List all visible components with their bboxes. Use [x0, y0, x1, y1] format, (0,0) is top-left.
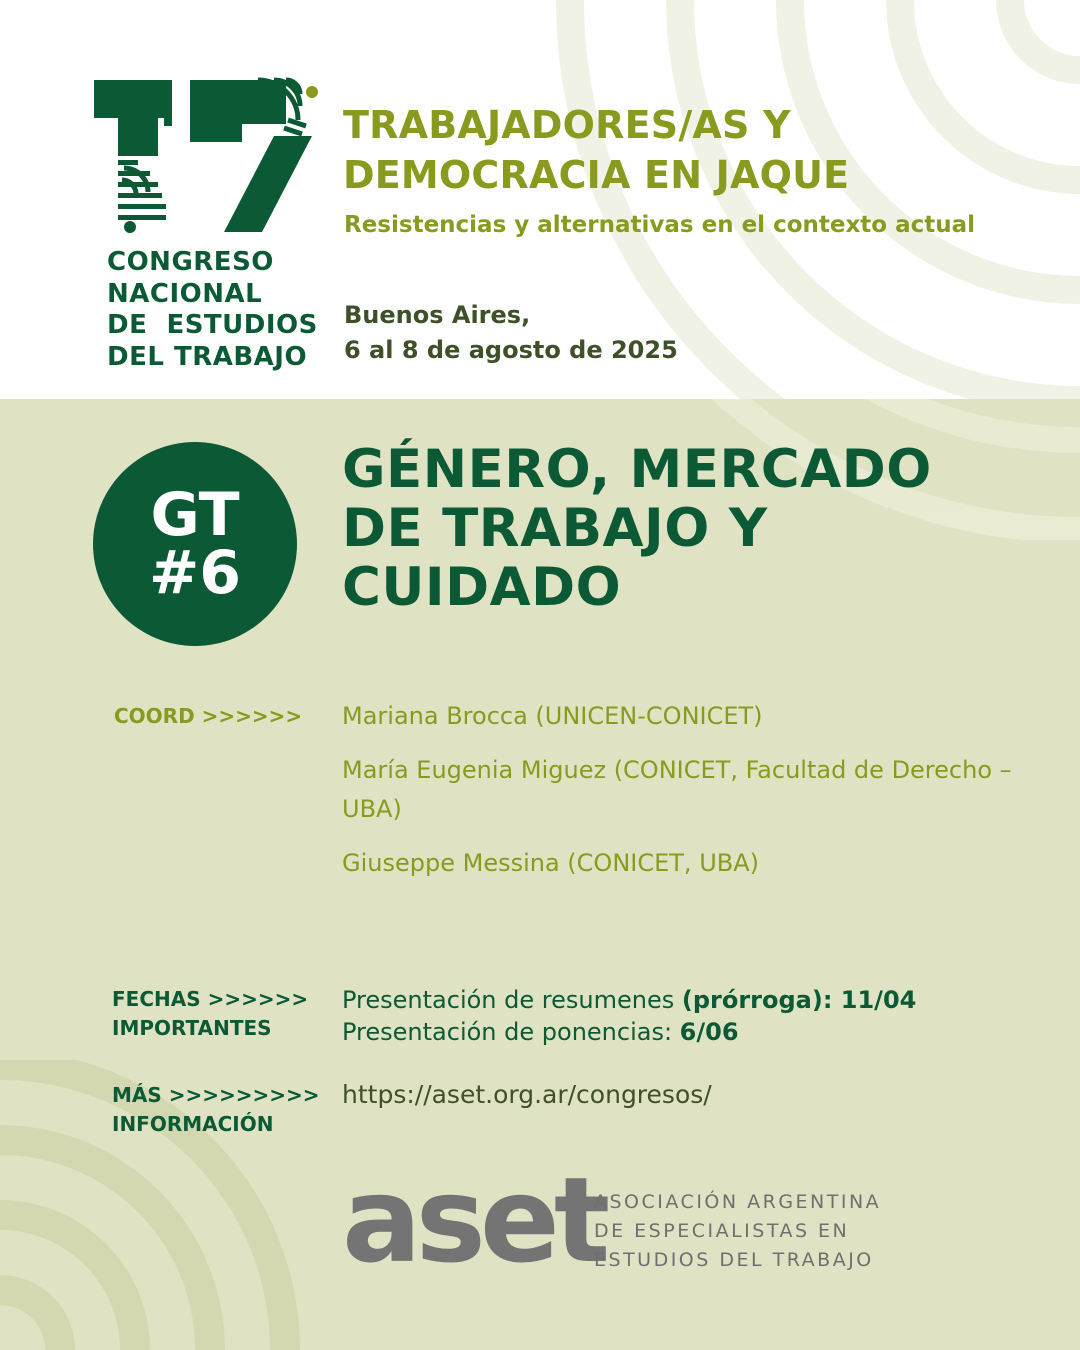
- aset-name-line: DE ESPECIALISTAS EN: [594, 1220, 850, 1242]
- group-title-line: CUIDADO: [342, 557, 622, 618]
- more-info-label: [112, 1081, 320, 1139]
- aset-full-name: [594, 1188, 881, 1275]
- dates-label-line: IMPORTANTES: [112, 1016, 272, 1040]
- group-title: [342, 440, 932, 617]
- coord-label: COORD >>>>>>: [114, 704, 303, 728]
- coordinator-item: Mariana Brocca (UNICEN-CONICET): [342, 702, 763, 730]
- date-item-text: Presentación de ponencias:: [342, 1018, 680, 1046]
- date-item-value: (prórroga): 11/04: [681, 986, 917, 1014]
- congress-subtitle: Resistencias y alternativas en el contexto actual: [344, 212, 976, 238]
- coordinator-item: Giuseppe Messina (CONICET, UBA): [342, 849, 759, 877]
- date-item-value: 6/06: [679, 1018, 739, 1046]
- dates-label-line: FECHAS >>>>>>: [112, 987, 309, 1011]
- congress-name-line: DE ESTUDIOS: [107, 310, 318, 340]
- congress-name: [107, 247, 318, 373]
- aset-name-line: ESTUDIOS DEL TRABAJO: [594, 1249, 874, 1271]
- date-item-text: Presentación de resumenes: [342, 986, 682, 1014]
- aset-name-line: ASOCIACIÓN ARGENTINA: [594, 1191, 882, 1213]
- coordinator-item: María Eugenia Miguez (CONICET, Facultad de Derecho – UBA): [342, 756, 1012, 823]
- more-info-label-line: MÁS >>>>>>>>>: [112, 1083, 320, 1107]
- congress-name-line: DEL TRABAJO: [107, 341, 308, 372]
- congress-title-line: DEMOCRACIA EN JAQUE: [343, 153, 850, 197]
- dates-label: [112, 985, 308, 1043]
- congress-name-line: NACIONAL: [107, 278, 263, 309]
- congress-title-line: TRABAJADORES/AS Y: [343, 103, 791, 147]
- group-title-line: DE TRABAJO Y: [342, 498, 768, 559]
- congress-place: Buenos Aires,: [344, 301, 531, 329]
- gt-badge-number: #6: [148, 538, 242, 608]
- header-section: [0, 0, 1080, 399]
- group-title-line: GÉNERO, MERCADO: [342, 439, 932, 500]
- congress-dates: 6 al 8 de agosto de 2025: [344, 336, 678, 364]
- aset-logo-word: aset: [342, 1151, 605, 1289]
- congress-place-dates: [344, 298, 678, 368]
- gt-badge: [93, 442, 297, 646]
- congress-name-line: CONGRESO: [107, 247, 274, 277]
- date-item-papers: [342, 1016, 916, 1048]
- date-item-abstracts: [342, 984, 916, 1016]
- congress-url-link[interactable]: https://aset.org.ar/congresos/: [342, 1080, 712, 1109]
- congress-17-logo: [88, 76, 328, 236]
- more-info-label-line: INFORMACIÓN: [112, 1112, 274, 1136]
- important-dates: [342, 984, 916, 1048]
- coordinators-list: [342, 697, 1022, 898]
- gt-badge-line: GT: [150, 480, 240, 550]
- congress-title: [343, 100, 849, 200]
